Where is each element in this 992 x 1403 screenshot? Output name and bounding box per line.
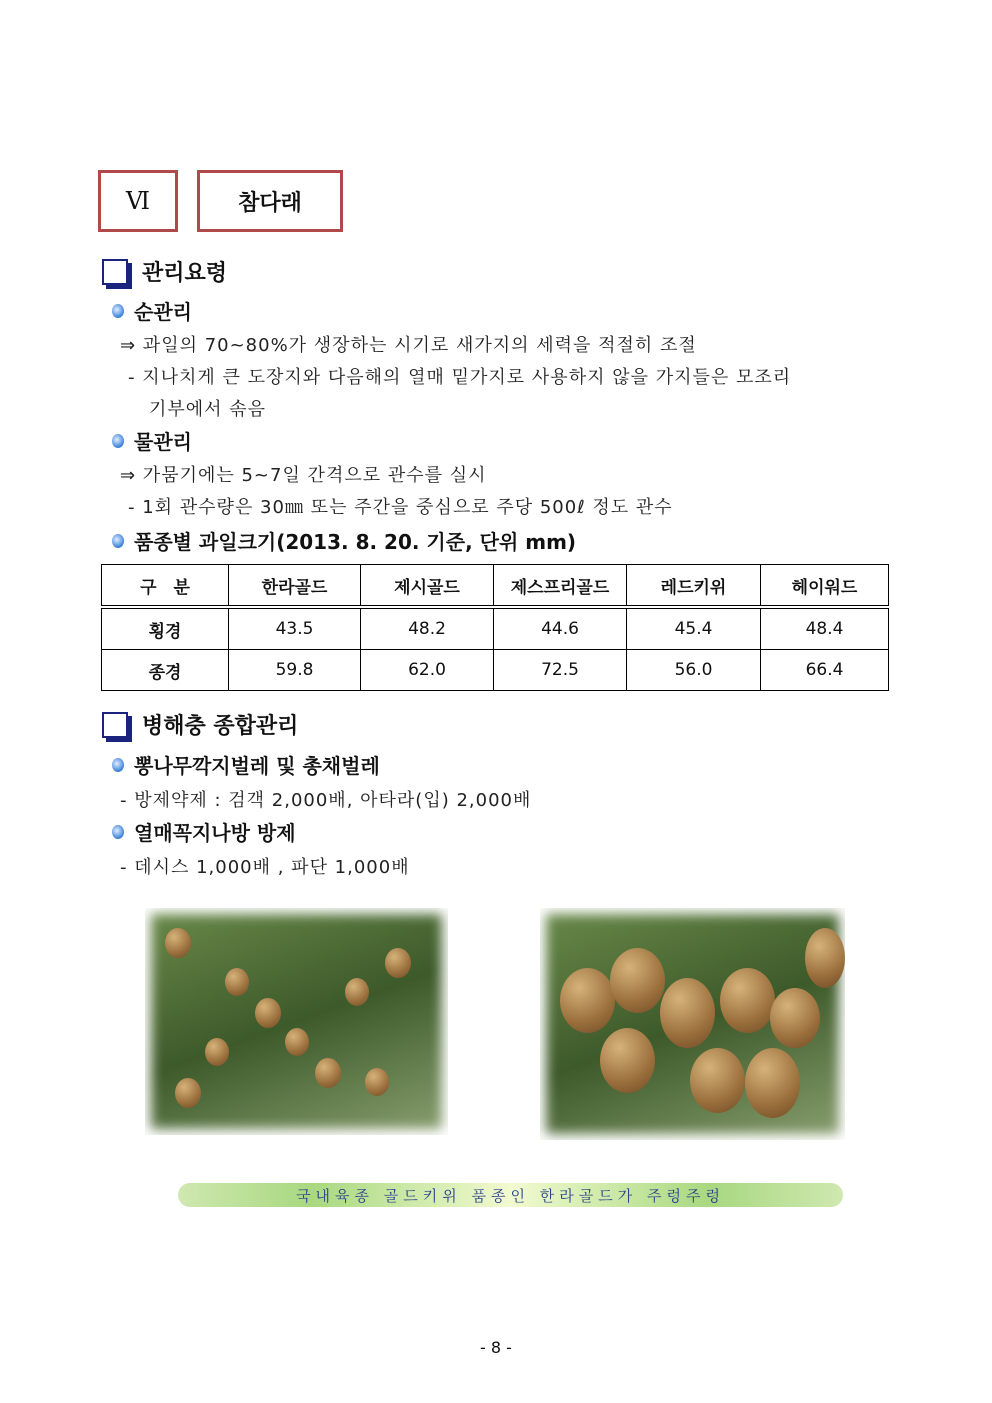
table-cell: 종경 <box>102 650 229 691</box>
table-cell: 72.5 <box>494 650 627 691</box>
chapter-number: Ⅵ <box>98 170 178 232</box>
table-cell: 48.2 <box>361 607 494 650</box>
table-header: 구 분 <box>102 565 229 608</box>
subheading-text: 뽕나무깍지벌레 및 총채벌레 <box>134 754 380 778</box>
fruit-size-table <box>101 564 889 691</box>
table-row <box>102 607 889 650</box>
bullet-icon <box>112 758 124 772</box>
heading-text: 관리요령 <box>142 261 228 286</box>
square-bullet-icon <box>102 259 128 285</box>
subheading-text: 품종별 과일크기(2013. 8. 20. 기준, 단위 mm) <box>134 530 577 554</box>
subheading-text: 순관리 <box>134 300 192 324</box>
subheading <box>112 817 296 846</box>
table-cell: 62.0 <box>361 650 494 691</box>
text-line: - 방제약제 : 검객 2,000배, 아타라(입) 2,000배 <box>120 790 532 811</box>
kiwi-photo-right <box>540 908 845 1140</box>
subheading-text: 열매꼭지나방 방제 <box>134 821 296 845</box>
table-cell: 48.4 <box>761 607 889 650</box>
table-cell: 66.4 <box>761 650 889 691</box>
subheading <box>112 750 380 779</box>
table-header-row <box>102 565 889 608</box>
page-number: - 8 - <box>480 1338 512 1357</box>
bullet-icon <box>112 434 124 448</box>
section-heading <box>102 256 227 287</box>
table-header: 제스프리골드 <box>494 565 627 608</box>
table-cell: 45.4 <box>627 607 761 650</box>
bullet-icon <box>112 825 124 839</box>
text-line: - 1회 관수량은 30㎜ 또는 주간을 중심으로 주당 500ℓ 정도 관수 <box>128 497 673 518</box>
text-line: 기부에서 솎음 <box>149 399 267 420</box>
table-cell: 43.5 <box>229 607 361 650</box>
chapter-title: 참다래 <box>197 170 343 232</box>
table-header: 헤이워드 <box>761 565 889 608</box>
table-cell: 56.0 <box>627 650 761 691</box>
subheading-text: 물관리 <box>134 430 192 454</box>
table-cell: 44.6 <box>494 607 627 650</box>
subheading <box>112 426 192 455</box>
table-header: 한라골드 <box>229 565 361 608</box>
kiwi-photo-left <box>145 908 448 1135</box>
table-cell: 횡경 <box>102 607 229 650</box>
text-line: - 지나치게 큰 도장지와 다음해의 열매 밑가지로 사용하지 않을 가지들은 모조리 <box>128 367 792 388</box>
subheading <box>112 296 192 325</box>
text-line: ⇒ 가뭄기에는 5~7일 간격으로 관수를 실시 <box>120 465 487 486</box>
photo-caption: 국내육종 골드키위 품종인 한라골드가 주렁주렁 <box>178 1183 843 1207</box>
text-line: ⇒ 과일의 70~80%가 생장하는 시기로 새가지의 세력을 적절히 조절 <box>120 335 697 356</box>
bullet-icon <box>112 534 124 548</box>
section-heading <box>102 709 298 740</box>
square-bullet-icon <box>102 712 128 738</box>
table-cell: 59.8 <box>229 650 361 691</box>
table-row <box>102 650 889 691</box>
table-header: 제시골드 <box>361 565 494 608</box>
heading-text: 병해충 종합관리 <box>142 714 299 739</box>
table-header: 레드키위 <box>627 565 761 608</box>
bullet-icon <box>112 304 124 318</box>
subheading <box>112 526 576 555</box>
text-line: - 데시스 1,000배 , 파단 1,000배 <box>120 857 410 878</box>
